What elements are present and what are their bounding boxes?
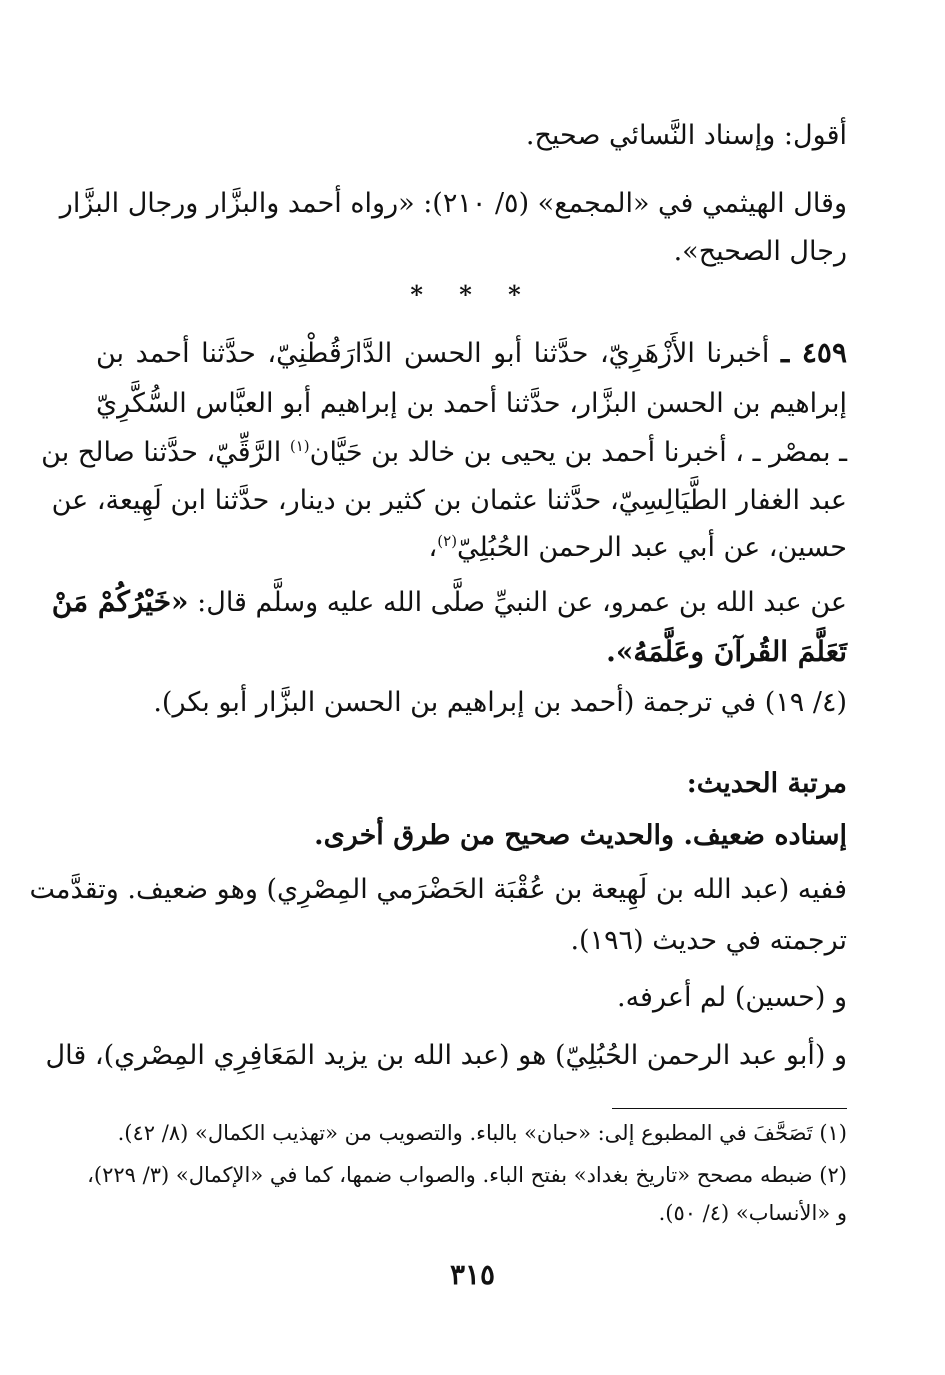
paragraph-line: أقول: وإسناد النَّسائي صحيح. xyxy=(525,120,847,151)
hadith-quote: «خَيْرُكُمْ مَنْ xyxy=(51,585,189,618)
paragraph-line: و (حسين) لم أعرفه. xyxy=(616,982,847,1013)
hadith-line: عبد الغفار الطَّيَالِسِيّ، حدَّثنا عثمان بن كثير بن دينار، حدَّثنا ابن لَهِيعة، عن xyxy=(51,485,847,516)
paragraph-line: وقال الهيثمي في «المجمع» (٥/ ٢١٠): «رواه أحمد والبزَّار ورجال البزَّار xyxy=(59,188,847,219)
footnote: (١) تَصَحَّفَ في المطبوع إلى: «حبان» بالباء. والتصويب من «تهذيب الكمال» (٨/ ٤٢). xyxy=(117,1121,847,1145)
hadith-text: ـ بمصْر ـ ، أخبرنا أحمد بن يحيى بن خالد بن حَيَّان xyxy=(309,437,847,468)
paragraph-line: (٤/ ١٩) في ترجمة (أحمد بن إبراهيم بن الحسن البزَّار أبو بكر). xyxy=(153,687,847,718)
hadith-quote: تَعَلَّمَ القُرآنَ وعَلَّمَهُ». xyxy=(606,635,847,668)
footnote: و «الأنساب» (٤/ ٥٠). xyxy=(658,1201,847,1225)
paragraph-line: ففيه (عبد الله بن لَهِيعة بن عُقْبَة الحَضْرَمي المِصْرِي) وهو ضعيف. وتقدَّمت xyxy=(29,874,847,905)
hadith-line xyxy=(51,582,847,623)
hadith-text: أخبرنا الأَزْهَرِيّ، حدَّثنا أبو الحسن الدَّارَقُطْنِيّ، حدَّثنا أحمد بن xyxy=(96,338,770,369)
hadith-line xyxy=(429,528,847,568)
hadith-text: عن عبد الله بن عمرو، عن النبيِّ صلَّى الله عليه وسلَّم قال: xyxy=(188,587,847,618)
paragraph-line: ترجمته في حديث (١٩٦). xyxy=(570,925,847,956)
section-heading: مرتبة الحديث: xyxy=(686,768,847,799)
footnote-divider xyxy=(612,1108,847,1109)
hadith-text: حسين، عن أبي عبد الرحمن الحُبُلِيّ xyxy=(457,532,847,563)
paragraph-line: و (أبو عبد الرحمن الحُبُلِيّ) هو (عبد الله بن يزيد المَعَافِرِي المِصْري)، قال xyxy=(45,1040,847,1071)
page-number: ٣١٥ xyxy=(449,1258,496,1291)
footnote-marker: (٢) xyxy=(437,532,458,550)
hadith-text: الرَّقِّيّ، حدَّثنا صالح بن xyxy=(41,437,290,468)
hadith-text: ، xyxy=(428,532,438,563)
hadith-number: ٤٥٩ ـ xyxy=(780,336,847,369)
hadith-line xyxy=(96,333,847,374)
footnote: (٢) ضبطه مصحح «تاريخ بغداد» بفتح الباء. والصواب ضمها، كما في «الإكمال» (٣/ ٢٢٩)، xyxy=(87,1163,847,1187)
footnote-marker: (١) xyxy=(289,437,310,455)
hadith-line: إبراهيم بن الحسن البزَّار، حدَّثنا أحمد بن إبراهيم أبو العبَّاس السُّكَّرِيّ xyxy=(96,388,847,419)
hadith-line xyxy=(41,433,847,473)
paragraph-line: رجال الصحيح». xyxy=(673,236,847,267)
section-separator: * * * xyxy=(410,280,535,309)
paragraph-line: إسناده ضعيف. والحديث صحيح من طرق أخرى. xyxy=(314,820,847,851)
